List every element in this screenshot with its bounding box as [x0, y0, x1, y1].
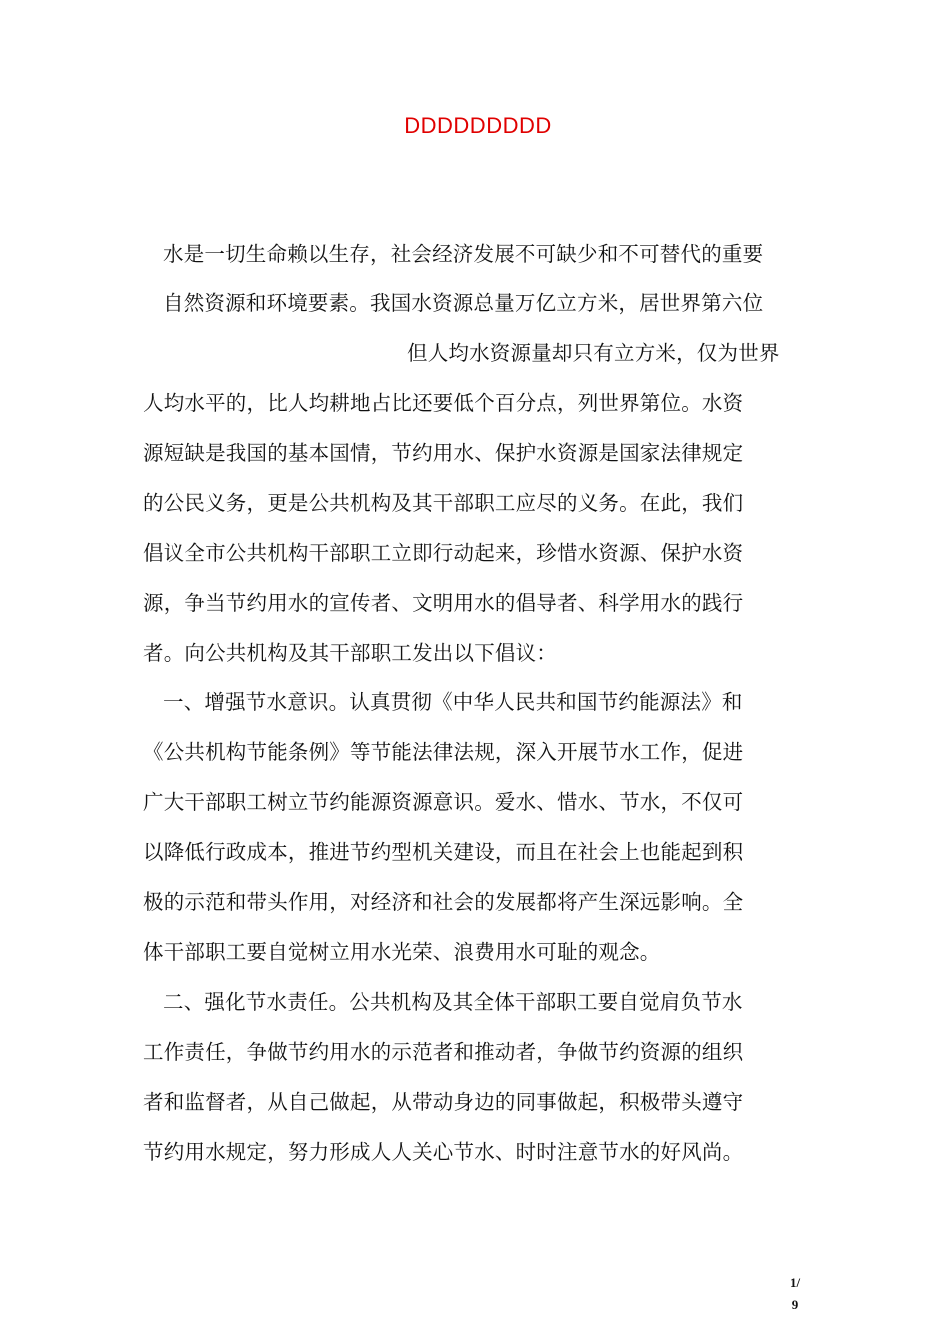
paragraph-line: 者。向公共机构及其干部职工发出以下倡议： — [143, 641, 557, 665]
paragraph-line: 源短缺是我国的基本国情，节约用水、保护水资源是国家法律规定 — [143, 441, 744, 465]
paragraph-line: 《公共机构节能条例》等节能法律法规，深入开展节水工作，促进 — [143, 740, 744, 764]
paragraph-line: 但人均水资源量却只有立方米，仅为世界 — [407, 341, 780, 365]
paragraph-line: 以降低行政成本，推进节约型机关建设，而且在社会上也能起到积 — [143, 840, 744, 864]
paragraph-line: 二、强化节水责任。公共机构及其全体干部职工要自觉肩负节水 — [163, 990, 743, 1014]
paragraph-line: 节约用水规定，努力形成人人关心节水、时时注意节水的好风尚。 — [143, 1140, 744, 1164]
paragraph-line: 极的示范和带头作用，对经济和社会的发展都将产生深远影响。全 — [143, 890, 744, 914]
paragraph-line: 源，争当节约用水的宣传者、文明用水的倡导者、科学用水的践行 — [143, 591, 744, 615]
paragraph-line: 广大干部职工树立节约能源资源意识。爱水、惜水、节水，不仅可 — [143, 790, 744, 814]
paragraph-line: 者和监督者，从自己做起，从带动身边的同事做起，积极带头遵守 — [143, 1090, 744, 1114]
paragraph-line: 工作责任，争做节约用水的示范者和推动者，争做节约资源的组织 — [143, 1040, 744, 1064]
paragraph-line: 体干部职工要自觉树立用水光荣、浪费用水可耻的观念。 — [143, 940, 661, 964]
paragraph-line: 倡议全市公共机构干部职工立即行动起来，珍惜水资源、保护水资 — [143, 541, 744, 565]
paragraph-line: 一、增强节水意识。认真贯彻《中华人民共和国节约能源法》和 — [163, 690, 743, 714]
paragraph-line: 水是一切生命赖以生存，社会经济发展不可缺少和不可替代的重要 — [163, 242, 764, 266]
paragraph-line: 的公民义务，更是公共机构及其干部职工应尽的义务。在此，我们 — [143, 491, 744, 515]
page-title: DDDDDDDDD — [404, 113, 552, 138]
page-number-total: 9 — [791, 1297, 799, 1312]
page-number — [780, 1272, 810, 1316]
page-number-current: 1/ — [789, 1275, 801, 1290]
paragraph-line: 人均水平的，比人均耕地占比还要低个百分点，列世界第位。水资 — [143, 391, 744, 415]
paragraph-line: 自然资源和环境要素。我国水资源总量万亿立方米，居世界第六位 — [163, 291, 764, 315]
